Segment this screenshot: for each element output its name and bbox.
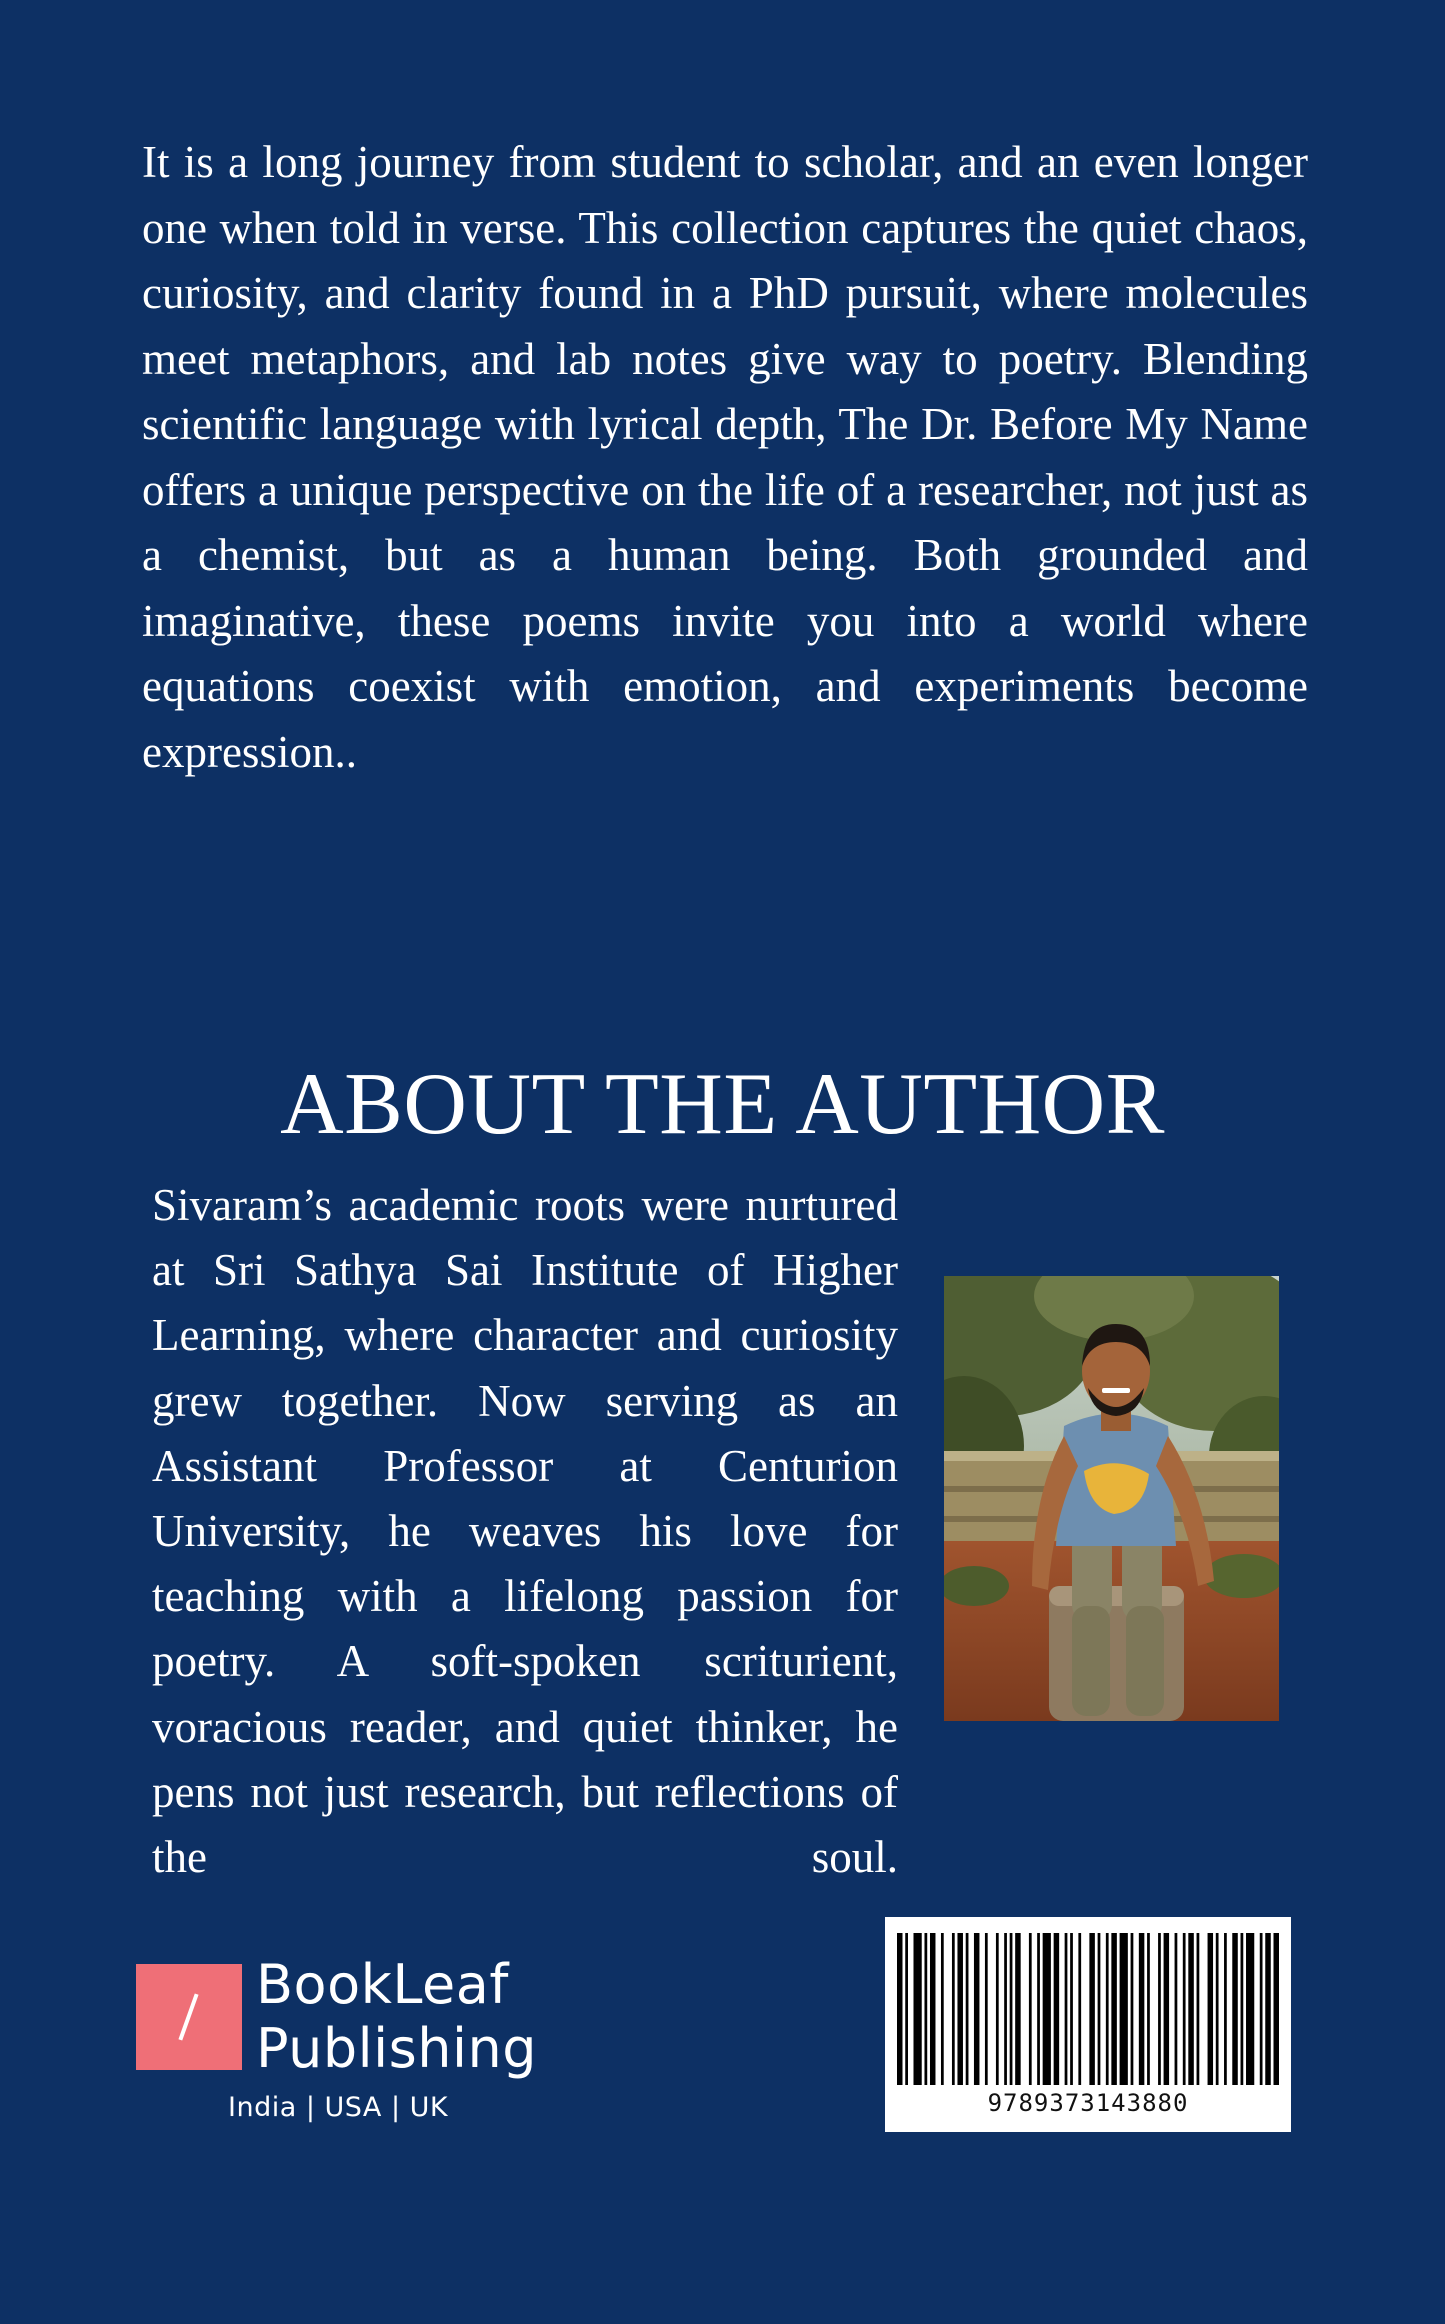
barcode-bars <box>897 1933 1279 2085</box>
author-bio: Sivaram’s academic roots were nurtured at Sri Sathya Sai Institute of Higher Learning, where character and curiosity grew together. Now serving as an Assistant Professor at Centurion University, he weaves his love for teaching with a lifelong passion for poetry. A soft-spoken scriturient, voracious reader, and quiet thinker, he pens not just research, but reflections of the soul. <box>152 1180 898 1883</box>
barcode-bar <box>952 1933 955 2085</box>
barcode-bar <box>1232 1933 1238 2085</box>
publisher-name-line2: Publishing <box>256 2017 537 2080</box>
barcode-bar <box>1089 1933 1095 2085</box>
book-blurb: It is a long journey from student to scholar, and an even longer one when told in verse. This collection captures the quiet chaos, curiosity, and clarity found in a PhD pursuit, where molecules meet metaphors, and lab notes give way to poetry. Blending scientific language with lyrical depth, The Dr. Before My Name offers a unique perspective on the life of a researcher, not just as a chemist, but as a human being. Both grounded and imaginative, these poems invite you into a world where equations coexist with emotion, and experiments become expression.. <box>142 137 1308 777</box>
barcode-bar <box>1183 1933 1186 2085</box>
barcode-bar <box>957 1933 963 2085</box>
barcode-bar <box>1265 1933 1271 2085</box>
barcode-bar <box>1043 1933 1051 2085</box>
barcode-bar <box>1120 1933 1128 2085</box>
publisher-name-line1: BookLeaf <box>256 1953 509 2016</box>
barcode-bar <box>1197 1933 1200 2085</box>
isbn-barcode <box>885 1917 1291 2132</box>
barcode-bar <box>905 1933 908 2085</box>
barcode-bar <box>966 1933 969 2085</box>
barcode-bar <box>1208 1933 1214 2085</box>
barcode-bar <box>1241 1933 1244 2085</box>
barcode-bar <box>1175 1933 1178 2085</box>
barcode-bar <box>1216 1933 1219 2085</box>
barcode-bar <box>1098 1933 1101 2085</box>
barcode-bar <box>1260 1933 1263 2085</box>
publisher-regions: India | USA | UK <box>228 2092 449 2123</box>
barcode-bar <box>1274 1933 1280 2085</box>
barcode-bar <box>1004 1933 1007 2085</box>
barcode-bar <box>930 1933 936 2085</box>
barcode-bar <box>913 1933 921 2085</box>
barcode-bar <box>974 1933 980 2085</box>
barcode-bar <box>1111 1933 1117 2085</box>
barcode-bar <box>1246 1933 1254 2085</box>
barcode-bar <box>1029 1933 1032 2085</box>
barcode-bar <box>1139 1933 1145 2085</box>
about-author-heading: ABOUT THE AUTHOR <box>280 1056 1165 1153</box>
publisher-logo-mark <box>136 1964 242 2070</box>
author-photo-illustration <box>944 1276 1279 1721</box>
barcode-bar <box>924 1933 927 2085</box>
isbn-number: 9789373143880 <box>987 2089 1189 2117</box>
barcode-bar <box>1065 1933 1068 2085</box>
barcode-bar <box>996 1933 999 2085</box>
barcode-bar <box>1158 1933 1161 2085</box>
barcode-bar <box>1188 1933 1194 2085</box>
barcode-bar <box>1054 1933 1060 2085</box>
author-photo <box>944 1276 1279 1721</box>
slash-icon <box>136 1964 242 2070</box>
barcode-bar <box>1037 1933 1040 2085</box>
barcode-bar <box>1131 1933 1134 2085</box>
barcode-bar <box>1010 1933 1013 2085</box>
barcode-bar <box>985 1933 988 2085</box>
barcode-bar <box>1015 1933 1021 2085</box>
barcode-bar <box>1070 1933 1073 2085</box>
barcode-bar <box>897 1933 903 2085</box>
barcode-bar <box>1224 1933 1227 2085</box>
barcode-bar <box>1106 1933 1109 2085</box>
barcode-bar <box>1147 1933 1150 2085</box>
barcode-bar <box>1164 1933 1170 2085</box>
barcode-bar <box>1078 1933 1081 2085</box>
barcode-bar <box>941 1933 944 2085</box>
